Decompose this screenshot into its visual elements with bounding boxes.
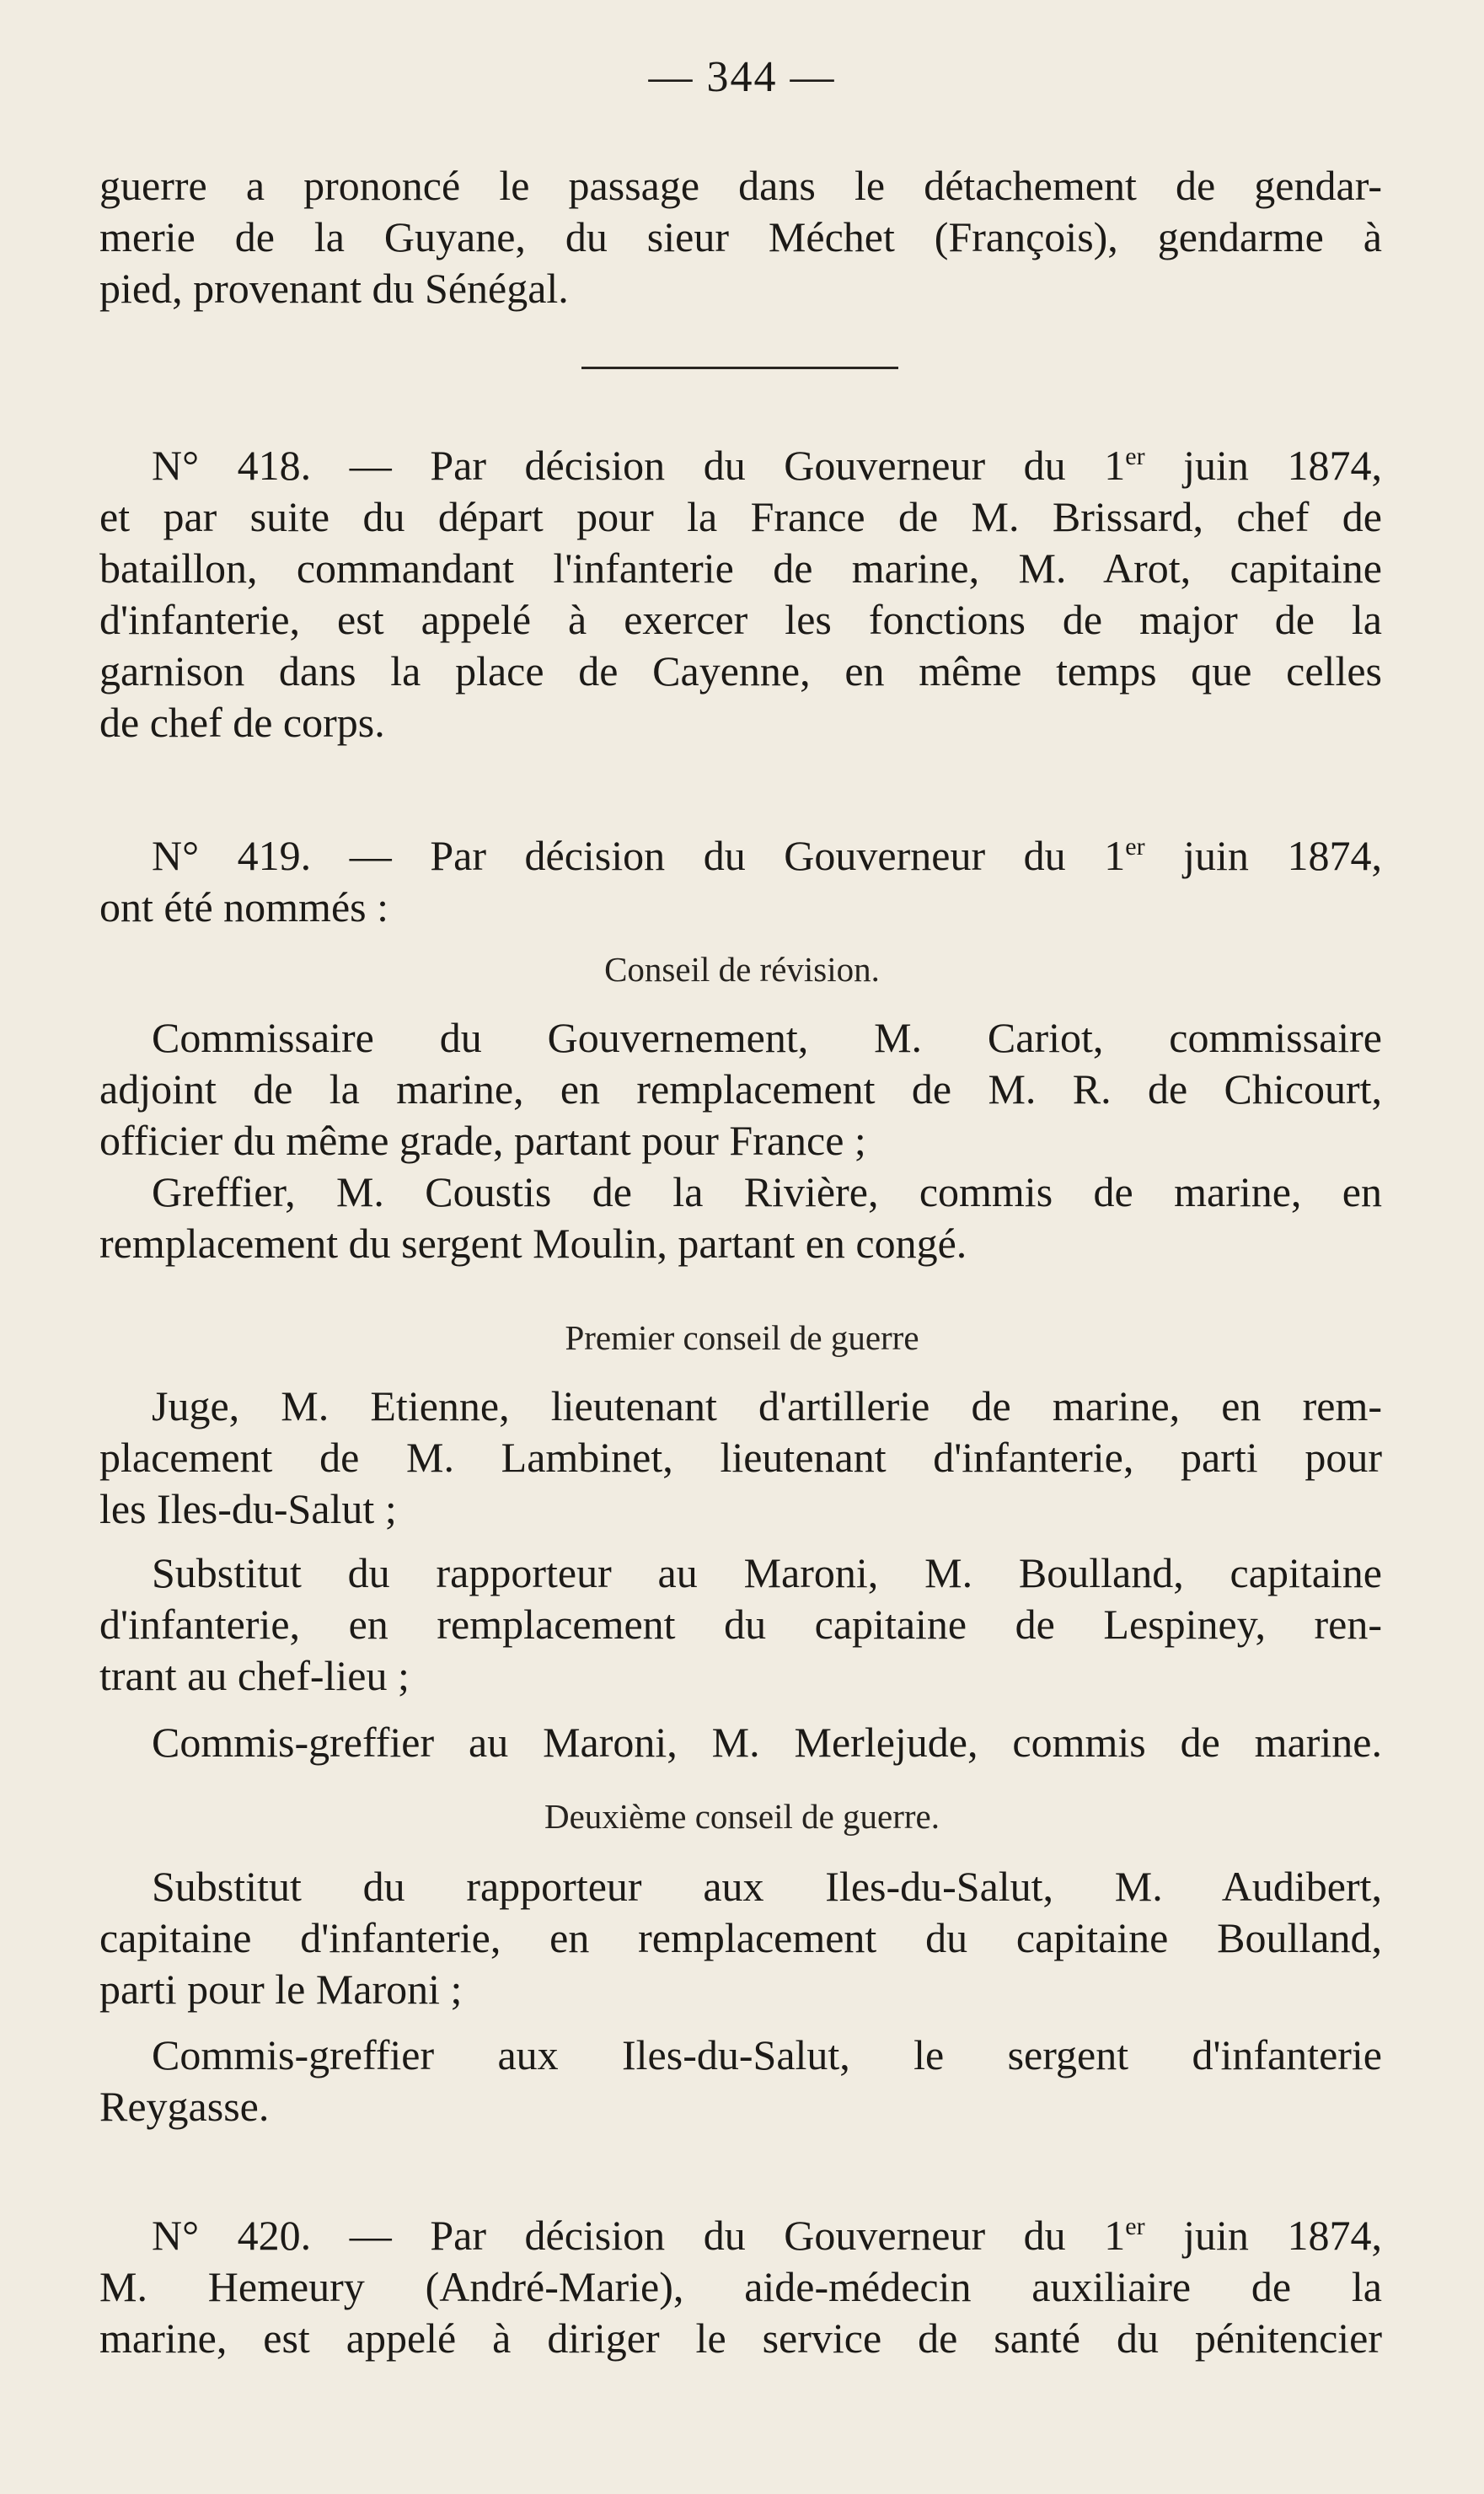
premier-conseil-line: Commis-greffier au Maroni, M. Merlejude, commis de marine.: [152, 1719, 1382, 1766]
conseil-revision-line: officier du même grade, partant pour France ;: [99, 1117, 866, 1164]
intro-line: guerre a prononcé le passage dans le détachement de gendar-: [99, 162, 1382, 209]
deuxieme-conseil-line: parti pour le Maroni ;: [99, 1966, 463, 2013]
n418-line: garnison dans la place de Cayenne, en même temps que celles: [99, 647, 1382, 695]
deuxieme-conseil-line: Substitut du rapporteur aux Iles-du-Salut, M. Audibert,: [152, 1863, 1382, 1910]
premier-conseil-line: d'infanterie, en remplacement du capitaine de Lespiney, ren-: [99, 1601, 1382, 1648]
intro-line: merie de la Guyane, du sieur Méchet (François), gendarme à: [99, 213, 1382, 260]
n420-line: marine, est appelé à diriger le service de santé du pénitencier: [99, 2314, 1382, 2362]
ordinal-suffix: er: [1125, 442, 1145, 470]
conseil-revision-line: Commissaire du Gouvernement, M. Cariot, commissaire: [152, 1014, 1382, 1061]
page-number: — 344 —: [648, 53, 836, 101]
premier-conseil-line: les Iles-du-Salut ;: [99, 1485, 397, 1532]
n418-line: N° 418. — Par décision du Gouverneur du 1er juin 1874,: [152, 442, 1382, 489]
conseil-revision-heading: Conseil de révision.: [604, 950, 880, 989]
n419-line: ont été nommés :: [99, 883, 388, 931]
section-divider: [581, 367, 898, 369]
premier-conseil-line: trant au chef-lieu ;: [99, 1652, 410, 1699]
premier-conseil-line: placement de M. Lambinet, lieutenant d'infanterie, parti pour: [99, 1434, 1382, 1481]
deuxieme-conseil-line: Commis-greffier aux Iles-du-Salut, le sergent d'infanterie: [152, 2031, 1382, 2078]
intro-line: pied, provenant du Sénégal.: [99, 265, 569, 312]
n418-line: d'infanterie, est appelé à exercer les fonctions de major de la: [99, 596, 1382, 643]
deuxieme-conseil-line: Reygasse.: [99, 2083, 270, 2130]
n418-line: et par suite du départ pour la France de M. Brissard, chef de: [99, 493, 1382, 540]
conseil-revision-line: Greffier, M. Coustis de la Rivière, commis de marine, en: [152, 1168, 1382, 1215]
n420-line: M. Hemeury (André-Marie), aide-médecin auxiliaire de la: [99, 2263, 1382, 2310]
ordinal-suffix: er: [1125, 833, 1145, 861]
conseil-revision-line: adjoint de la marine, en remplacement de M. R. de Chicourt,: [99, 1065, 1382, 1113]
premier-conseil-heading: Premier conseil de guerre: [565, 1318, 919, 1357]
deuxieme-conseil-heading: Deuxième conseil de guerre.: [544, 1797, 940, 1836]
premier-conseil-line: Substitut du rapporteur au Maroni, M. Boulland, capitaine: [152, 1549, 1382, 1596]
n418-line: bataillon, commandant l'infanterie de marine, M. Arot, capitaine: [99, 544, 1382, 592]
n419-line: N° 419. — Par décision du Gouverneur du 1er juin 1874,: [152, 832, 1382, 879]
n418-line: de chef de corps.: [99, 699, 385, 746]
n420-line: N° 420. — Par décision du Gouverneur du 1er juin 1874,: [152, 2212, 1382, 2259]
conseil-revision-line: remplacement du sergent Moulin, partant en congé.: [99, 1220, 967, 1267]
ordinal-suffix: er: [1125, 2212, 1145, 2240]
deuxieme-conseil-line: capitaine d'infanterie, en remplacement du capitaine Boulland,: [99, 1914, 1382, 1961]
premier-conseil-line: Juge, M. Etienne, lieutenant d'artillerie de marine, en rem-: [152, 1382, 1382, 1429]
